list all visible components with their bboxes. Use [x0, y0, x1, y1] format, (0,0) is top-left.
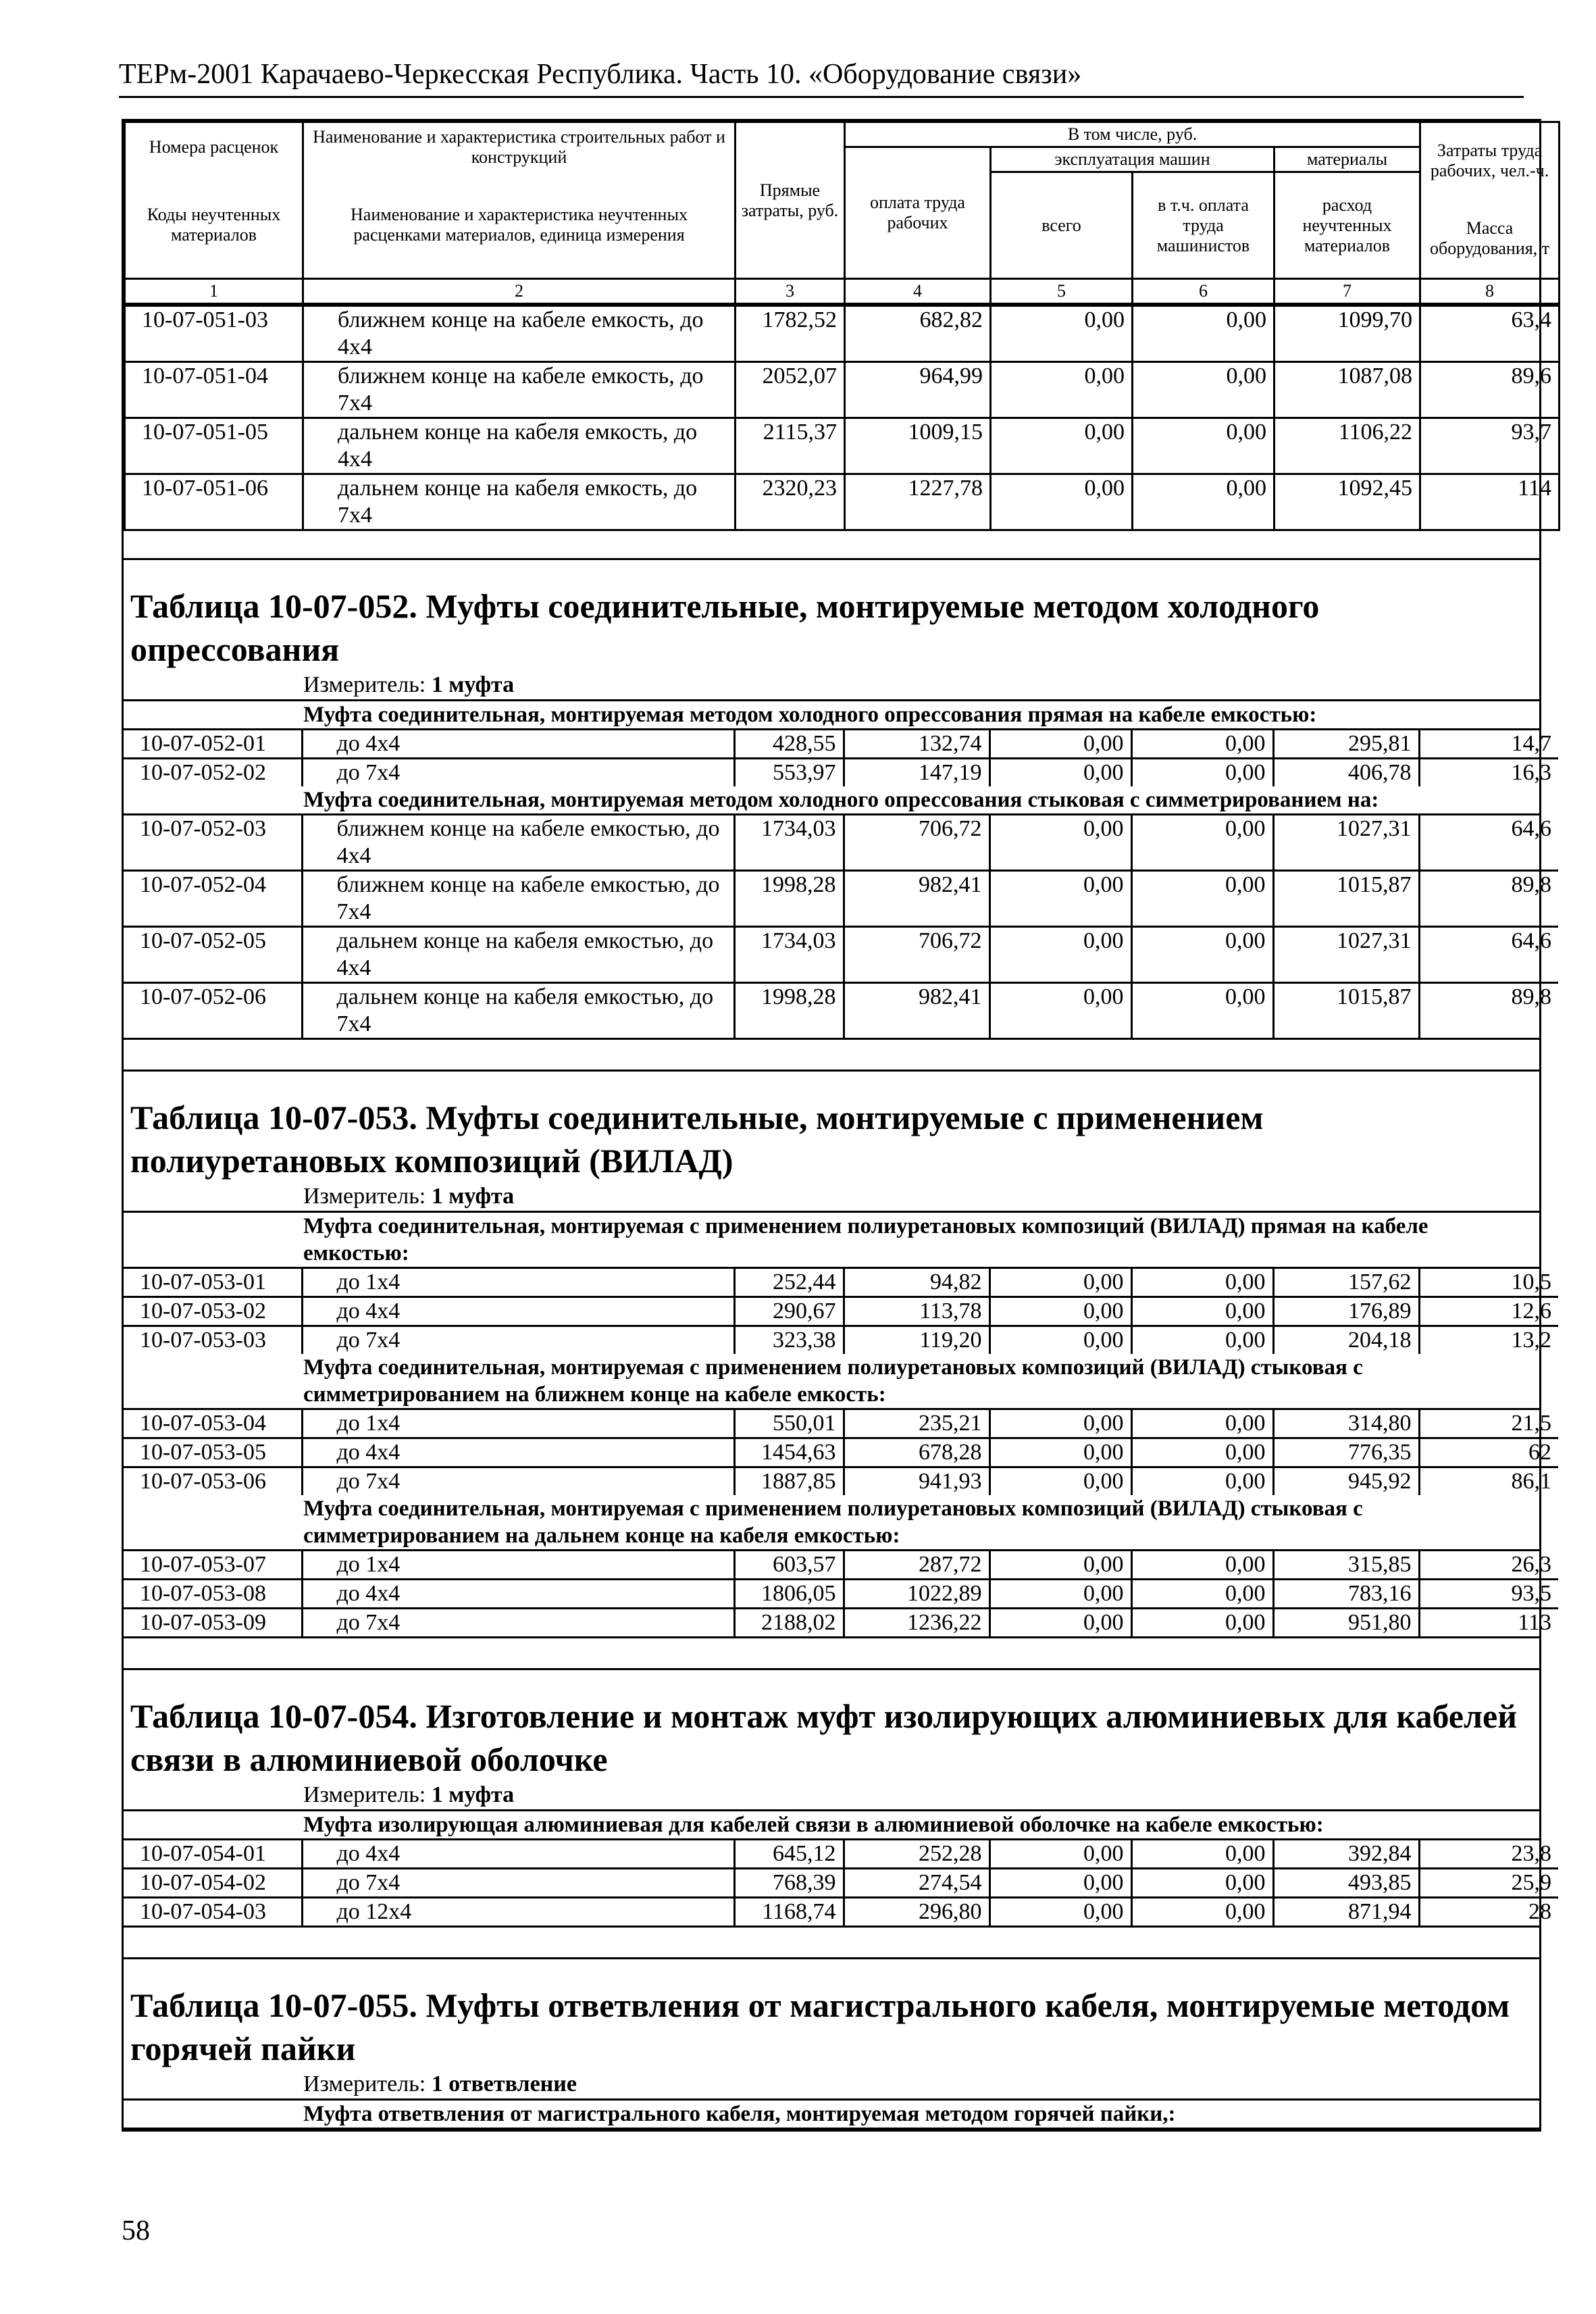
rate-name — [302, 1269, 734, 1297]
labor-pay-value: 274,54 — [844, 1869, 989, 1898]
machines-operators-value: 0,00 — [1131, 1609, 1273, 1637]
table-row — [124, 1467, 1558, 1496]
materials-value: 204,18 — [1273, 1326, 1419, 1355]
machines-total-value: 0,00 — [989, 1269, 1131, 1297]
machines-operators-value: 0,00 — [1131, 759, 1273, 787]
table-row — [124, 815, 1558, 871]
rate-table-section — [124, 1668, 1551, 1928]
machines-operators-value: 0,00 — [1131, 1551, 1273, 1580]
materials-value: 1027,31 — [1273, 927, 1419, 983]
header-direct-costs: Прямые затраты, руб. — [736, 122, 845, 279]
page-header — [119, 55, 1524, 98]
machines-total-value: 0,00 — [989, 1898, 1131, 1926]
machines-total-value: 0,00 — [989, 983, 1131, 1038]
machines-operators-value: 0,00 — [1131, 1898, 1273, 1926]
machines-operators-value: 0,00 — [1131, 871, 1273, 927]
rate-code: 10-07-052-05 — [124, 927, 302, 983]
materials-value: 493,85 — [1273, 1869, 1419, 1898]
machines-total-value: 0,00 — [991, 418, 1133, 474]
direct-costs-value: 768,39 — [734, 1869, 844, 1898]
machines-operators-value: 0,00 — [1131, 927, 1273, 983]
machines-total-value: 0,00 — [989, 1869, 1131, 1898]
rate-name-text: до 4х4 — [336, 1299, 401, 1324]
materials-value: 783,16 — [1273, 1580, 1419, 1609]
direct-costs-value: 290,67 — [734, 1297, 844, 1326]
header-material-names: Наименование и характеристика неучтенных расценками материалов, единица измерения — [303, 172, 736, 279]
materials-value: 295,81 — [1273, 730, 1419, 759]
materials-value: 157,62 — [1273, 1269, 1419, 1297]
rate-name — [302, 1297, 734, 1326]
labor-hours-value: 12,6 — [1419, 1297, 1558, 1326]
labor-hours-value: 25,9 — [1419, 1869, 1558, 1898]
rate-name-text: ближнем конце на кабеле емкостью, до 4х4 — [336, 816, 720, 868]
direct-costs-value: 1806,05 — [734, 1580, 844, 1609]
page-title: ТЕРм-2001 Карачаево-Черкесская Республика. Часть 10. «Оборудование связи» — [119, 59, 1082, 90]
group-heading: Муфта ответвления от магистрального кабеля, монтируемая методом горячей пайки,: — [124, 2101, 1539, 2130]
rate-name — [303, 418, 736, 474]
header-machines-operators: в т.ч. оплата труда машинистов — [1133, 172, 1275, 279]
group-heading: Муфта соединительная, монтируемая с применением полиуретановых композиций (ВИЛАД) стыковая с симметрированием на дальнем конце на кабеля емкостью: — [124, 1495, 1539, 1551]
header-machines: эксплуатация машин — [991, 147, 1275, 172]
group-heading: Муфта соединительная, монтируемая с применением полиуретановых композиций (ВИЛАД) стыковая с симметрированием на ближнем конце на кабеле емкость: — [124, 1354, 1539, 1410]
rate-name-text: до 1х4 — [336, 1552, 401, 1577]
rate-table-section — [124, 1957, 1539, 2132]
rate-code: 10-07-053-01 — [124, 1269, 302, 1297]
direct-costs-value: 1454,63 — [734, 1438, 844, 1467]
labor-hours-value: 28 — [1419, 1898, 1558, 1926]
rate-name — [303, 362, 736, 418]
table-row — [124, 983, 1558, 1038]
price-sheet — [122, 119, 1551, 2132]
table-row — [124, 730, 1558, 759]
header-work-name: Наименование и характеристика строительных работ и конструкций — [303, 122, 736, 172]
unit-value: 1 ответвление — [431, 2071, 577, 2096]
materials-value: 1106,22 — [1275, 418, 1420, 474]
group-heading: Муфта соединительная, монтируемая методом холодного опрессования прямая на кабеле емкостью: — [124, 701, 1539, 730]
rate-name-text: до 4х4 — [336, 1440, 401, 1465]
machines-total-value: 0,00 — [989, 815, 1131, 871]
table-row — [125, 474, 1560, 530]
machines-total-value: 0,00 — [989, 1609, 1131, 1637]
machines-total-value: 0,00 — [989, 1580, 1131, 1609]
machines-total-value: 0,00 — [989, 1297, 1131, 1326]
labor-pay-value: 682,82 — [845, 306, 991, 362]
machines-total-value: 0,00 — [989, 1467, 1131, 1496]
rate-name — [302, 815, 734, 871]
labor-pay-value: 147,19 — [844, 759, 989, 787]
rate-code: 10-07-053-07 — [124, 1551, 302, 1580]
rate-name — [302, 1898, 734, 1926]
labor-hours-value: 62 — [1419, 1438, 1558, 1467]
labor-pay-value: 678,28 — [844, 1438, 989, 1467]
rates-table — [124, 1269, 1558, 1354]
labor-hours-value: 64,6 — [1419, 927, 1558, 983]
rate-name-text: до 4х4 — [336, 1581, 401, 1606]
rate-code: 10-07-051-03 — [125, 306, 303, 362]
unit-value: 1 муфта — [431, 1782, 515, 1807]
rate-name-text: ближнем конце на кабеле емкость, до 7х4 — [338, 363, 704, 416]
labor-pay-value: 132,74 — [844, 730, 989, 759]
unit-label: Измеритель: — [303, 1782, 426, 1807]
labor-hours-value: 16,3 — [1419, 759, 1558, 787]
rate-code: 10-07-053-09 — [124, 1609, 302, 1637]
labor-hours-value: 63,4 — [1420, 306, 1560, 362]
materials-value: 314,80 — [1273, 1410, 1419, 1438]
rate-name-text: до 12х4 — [336, 1899, 412, 1924]
rate-name — [303, 474, 736, 530]
rate-code: 10-07-052-04 — [124, 871, 302, 927]
table-row — [124, 759, 1558, 787]
labor-pay-value: 1227,78 — [845, 474, 991, 530]
rate-name-text: до 4х4 — [336, 731, 401, 756]
rate-name — [302, 983, 734, 1038]
materials-value: 1092,45 — [1275, 474, 1420, 530]
labor-pay-value: 287,72 — [844, 1551, 989, 1580]
table-title: Таблица 10-07-054. Изготовление и монтаж муфт изолирующих алюминиевых для кабелей связи в алюминиевой оболочке — [130, 1697, 1518, 1778]
labor-pay-value: 982,41 — [844, 983, 989, 1038]
rate-name — [302, 1840, 734, 1869]
rate-code: 10-07-054-03 — [124, 1898, 302, 1926]
materials-value: 176,89 — [1273, 1297, 1419, 1326]
materials-value: 392,84 — [1273, 1840, 1419, 1869]
rate-code: 10-07-052-03 — [124, 815, 302, 871]
unit-label: Измеритель: — [303, 1184, 426, 1209]
table-row — [125, 362, 1560, 418]
rate-code: 10-07-051-04 — [125, 362, 303, 418]
rate-code: 10-07-051-05 — [125, 418, 303, 474]
table-row — [124, 1898, 1558, 1926]
col-num: 6 — [1133, 279, 1275, 304]
col-num: 4 — [845, 279, 991, 304]
labor-hours-value: 13,2 — [1419, 1326, 1558, 1355]
page-number: 58 — [122, 2215, 150, 2246]
table-row — [124, 1580, 1558, 1609]
labor-pay-value: 235,21 — [844, 1410, 989, 1438]
rate-name-text: до 7х4 — [336, 760, 401, 785]
materials-value: 871,94 — [1273, 1898, 1419, 1926]
unit-label: Измеритель: — [303, 672, 426, 697]
machines-total-value: 0,00 — [989, 730, 1131, 759]
table-row — [125, 418, 1560, 474]
rate-code: 10-07-053-02 — [124, 1297, 302, 1326]
tables-container — [124, 558, 1551, 2132]
rate-name — [302, 1410, 734, 1438]
table-row — [124, 1840, 1558, 1869]
machines-operators-value: 0,00 — [1131, 815, 1273, 871]
machines-total-value: 0,00 — [989, 1438, 1131, 1467]
unit-line — [124, 671, 1539, 701]
header-labor-pay: оплата труда рабочих — [845, 147, 991, 279]
direct-costs-value: 2115,37 — [736, 418, 845, 474]
labor-hours-value: 64,6 — [1419, 815, 1558, 871]
header-material-codes: Коды неучтенных материалов — [125, 172, 303, 279]
direct-costs-value: 323,38 — [734, 1326, 844, 1355]
machines-operators-value: 0,00 — [1133, 474, 1275, 530]
direct-costs-value: 1998,28 — [734, 983, 844, 1038]
rate-name — [302, 1467, 734, 1496]
rates-table — [124, 1551, 1558, 1636]
header-including: В том числе, руб. — [845, 122, 1420, 147]
group-heading: Муфта изолирующая алюминиевая для кабелей связи в алюминиевой оболочке на кабеле емкостью: — [124, 1811, 1539, 1840]
direct-costs-value: 1998,28 — [734, 871, 844, 927]
rate-name-text: ближнем конце на кабеле емкостью, до 7х4 — [336, 872, 720, 924]
machines-total-value: 0,00 — [989, 871, 1131, 927]
machines-operators-value: 0,00 — [1131, 730, 1273, 759]
labor-hours-value: 10,5 — [1419, 1269, 1558, 1297]
header-materials-consumption: расход неучтенных материалов — [1275, 172, 1420, 279]
machines-total-value: 0,00 — [989, 927, 1131, 983]
labor-pay-value: 941,93 — [844, 1467, 989, 1496]
header-materials: материалы — [1275, 147, 1420, 172]
materials-value: 1015,87 — [1273, 871, 1419, 927]
rate-name — [302, 759, 734, 787]
rate-name — [303, 306, 736, 362]
table-row — [124, 1869, 1558, 1898]
labor-pay-value: 252,28 — [844, 1840, 989, 1869]
direct-costs-value: 428,55 — [734, 730, 844, 759]
rate-code: 10-07-053-06 — [124, 1467, 302, 1496]
rate-name — [302, 1869, 734, 1898]
unit-line — [124, 2070, 1539, 2101]
rate-name-text: дальнем конце на кабеля емкостью, до 4х4 — [336, 928, 714, 980]
rate-name-text: до 7х4 — [336, 1870, 401, 1895]
materials-value: 1027,31 — [1273, 815, 1419, 871]
direct-costs-value: 1782,52 — [736, 306, 845, 362]
unit-label: Измеритель: — [303, 2071, 426, 2096]
labor-pay-value: 94,82 — [844, 1269, 989, 1297]
machines-operators-value: 0,00 — [1133, 362, 1275, 418]
rate-name-text: дальнем конце на кабеля емкостью, до 7х4 — [336, 984, 714, 1036]
col-num: 3 — [736, 279, 845, 304]
table-row — [124, 871, 1558, 927]
rates-table — [124, 815, 1558, 1038]
rate-name — [302, 927, 734, 983]
materials-value: 951,80 — [1273, 1609, 1419, 1637]
machines-total-value: 0,00 — [991, 474, 1133, 530]
labor-hours-value: 89,6 — [1420, 362, 1560, 418]
rate-name — [302, 1551, 734, 1580]
rate-table-section — [124, 558, 1551, 1040]
rate-name — [302, 1609, 734, 1637]
direct-costs-value: 603,57 — [734, 1551, 844, 1580]
direct-costs-value: 252,44 — [734, 1269, 844, 1297]
machines-operators-value: 0,00 — [1131, 1840, 1273, 1869]
table-row — [124, 1551, 1558, 1580]
col-num: 1 — [125, 279, 303, 304]
header-equipment-mass: Масса оборудования, т — [1420, 199, 1560, 279]
machines-operators-value: 0,00 — [1131, 983, 1273, 1038]
labor-pay-value: 113,78 — [844, 1297, 989, 1326]
unit-value: 1 муфта — [431, 1184, 515, 1209]
direct-costs-value: 2052,07 — [736, 362, 845, 418]
rates-table — [124, 730, 1558, 786]
column-numbers — [125, 279, 1560, 304]
rates-table — [124, 1410, 1558, 1495]
column-header — [124, 121, 1560, 305]
table-row — [125, 306, 1560, 362]
labor-hours-value: 14,7 — [1419, 730, 1558, 759]
labor-hours-value: 23,8 — [1419, 1840, 1558, 1869]
labor-pay-value: 706,72 — [844, 815, 989, 871]
rate-name-text: до 1х4 — [336, 1269, 401, 1294]
rate-code: 10-07-053-03 — [124, 1326, 302, 1355]
materials-value: 1087,08 — [1275, 362, 1420, 418]
machines-total-value: 0,00 — [989, 1326, 1131, 1355]
rate-name-text: дальнем конце на кабеля емкость, до 7х4 — [338, 476, 698, 528]
labor-pay-value: 1236,22 — [844, 1609, 989, 1637]
direct-costs-value: 2320,23 — [736, 474, 845, 530]
rate-code: 10-07-054-02 — [124, 1869, 302, 1898]
rate-name — [302, 730, 734, 759]
machines-operators-value: 0,00 — [1133, 306, 1275, 362]
top-rows-table — [124, 305, 1560, 531]
unit-value: 1 муфта — [431, 672, 515, 697]
col-num: 5 — [991, 279, 1133, 304]
table-row — [124, 1269, 1558, 1297]
labor-hours-value: 113 — [1419, 1609, 1558, 1637]
col-num: 7 — [1275, 279, 1420, 304]
machines-operators-value: 0,00 — [1131, 1438, 1273, 1467]
header-labor-costs: Затраты труда рабочих, чел.-ч. — [1420, 122, 1560, 199]
labor-pay-value: 982,41 — [844, 871, 989, 927]
table-row — [124, 1326, 1558, 1355]
col-num: 8 — [1420, 279, 1560, 304]
machines-operators-value: 0,00 — [1131, 1297, 1273, 1326]
machines-total-value: 0,00 — [989, 1840, 1131, 1869]
labor-hours-value: 89,8 — [1419, 983, 1558, 1038]
labor-hours-value: 86,1 — [1419, 1467, 1558, 1496]
table-row — [124, 1438, 1558, 1467]
unit-line — [124, 1182, 1539, 1213]
rate-name — [302, 1438, 734, 1467]
direct-costs-value: 1168,74 — [734, 1898, 844, 1926]
direct-costs-value: 550,01 — [734, 1410, 844, 1438]
labor-hours-value: 114 — [1420, 474, 1560, 530]
labor-pay-value: 296,80 — [844, 1898, 989, 1926]
table-row — [124, 1609, 1558, 1637]
labor-pay-value: 964,99 — [845, 362, 991, 418]
materials-value: 1015,87 — [1273, 983, 1419, 1038]
direct-costs-value: 1734,03 — [734, 927, 844, 983]
group-heading: Муфта соединительная, монтируемая с применением полиуретановых композиций (ВИЛАД) прямая на кабеле емкостью: — [124, 1213, 1539, 1269]
rate-name — [302, 871, 734, 927]
machines-operators-value: 0,00 — [1133, 418, 1275, 474]
machines-operators-value: 0,00 — [1131, 1410, 1273, 1438]
materials-value: 945,92 — [1273, 1467, 1419, 1496]
rate-code: 10-07-054-01 — [124, 1840, 302, 1869]
direct-costs-value: 645,12 — [734, 1840, 844, 1869]
materials-value: 776,35 — [1273, 1438, 1419, 1467]
labor-hours-value: 26,3 — [1419, 1551, 1558, 1580]
rate-name-text: до 7х4 — [336, 1469, 401, 1494]
table-title: Таблица 10-07-053. Муфты соединительные, монтируемые с применением полиуретановых композиций (ВИЛАД) — [130, 1099, 1264, 1180]
labor-pay-value: 706,72 — [844, 927, 989, 983]
machines-operators-value: 0,00 — [1131, 1326, 1273, 1355]
rate-code: 10-07-053-04 — [124, 1410, 302, 1438]
rate-name-text: до 1х4 — [336, 1411, 401, 1436]
labor-hours-value: 93,7 — [1420, 418, 1560, 474]
materials-value: 1099,70 — [1275, 306, 1420, 362]
rate-table-section — [124, 1070, 1551, 1638]
header-rate-numbers: Номера расценок — [125, 122, 303, 172]
labor-hours-value: 21,5 — [1419, 1410, 1558, 1438]
machines-operators-value: 0,00 — [1131, 1269, 1273, 1297]
rate-code: 10-07-053-08 — [124, 1580, 302, 1609]
rate-name-text: ближнем конце на кабеле емкость, до 4х4 — [338, 307, 704, 359]
table-row — [124, 927, 1558, 983]
rate-name — [302, 1580, 734, 1609]
machines-total-value: 0,00 — [991, 362, 1133, 418]
machines-operators-value: 0,00 — [1131, 1580, 1273, 1609]
machines-operators-value: 0,00 — [1131, 1467, 1273, 1496]
rate-code: 10-07-051-06 — [125, 474, 303, 530]
labor-hours-value: 89,8 — [1419, 871, 1558, 927]
materials-value: 406,78 — [1273, 759, 1419, 787]
rate-code: 10-07-052-02 — [124, 759, 302, 787]
rate-name-text: до 7х4 — [336, 1610, 401, 1635]
header-machines-total: всего — [991, 172, 1133, 279]
labor-pay-value: 1009,15 — [845, 418, 991, 474]
rate-name-text: до 4х4 — [336, 1841, 401, 1866]
machines-total-value: 0,00 — [989, 1410, 1131, 1438]
rates-table — [124, 1840, 1558, 1926]
table-title: Таблица 10-07-052. Муфты соединительные, монтируемые методом холодного опрессования — [130, 587, 1320, 668]
machines-operators-value: 0,00 — [1131, 1869, 1273, 1898]
unit-line — [124, 1781, 1539, 1811]
direct-costs-value: 553,97 — [734, 759, 844, 787]
materials-value: 315,85 — [1273, 1551, 1419, 1580]
labor-hours-value: 93,5 — [1419, 1580, 1558, 1609]
group-heading: Муфта соединительная, монтируемая методом холодного опрессования стыковая с симметрированием на: — [124, 786, 1539, 815]
table-row — [124, 1410, 1558, 1438]
direct-costs-value: 1734,03 — [734, 815, 844, 871]
rate-code: 10-07-053-05 — [124, 1438, 302, 1467]
col-num: 2 — [303, 279, 736, 304]
rate-name-text: дальнем конце на кабеля емкость, до 4х4 — [338, 420, 698, 472]
table-title: Таблица 10-07-055. Муфты ответвления от магистрального кабеля, монтируемые методом горячей пайки — [130, 1986, 1510, 2067]
machines-total-value: 0,00 — [989, 1551, 1131, 1580]
labor-pay-value: 1022,89 — [844, 1580, 989, 1609]
labor-pay-value: 119,20 — [844, 1326, 989, 1355]
rate-name — [302, 1326, 734, 1355]
machines-total-value: 0,00 — [991, 306, 1133, 362]
direct-costs-value: 1887,85 — [734, 1467, 844, 1496]
direct-costs-value: 2188,02 — [734, 1609, 844, 1637]
rate-code: 10-07-052-01 — [124, 730, 302, 759]
rate-name-text: до 7х4 — [336, 1328, 401, 1353]
rate-code: 10-07-052-06 — [124, 983, 302, 1038]
table-row — [124, 1297, 1558, 1326]
machines-total-value: 0,00 — [989, 759, 1131, 787]
